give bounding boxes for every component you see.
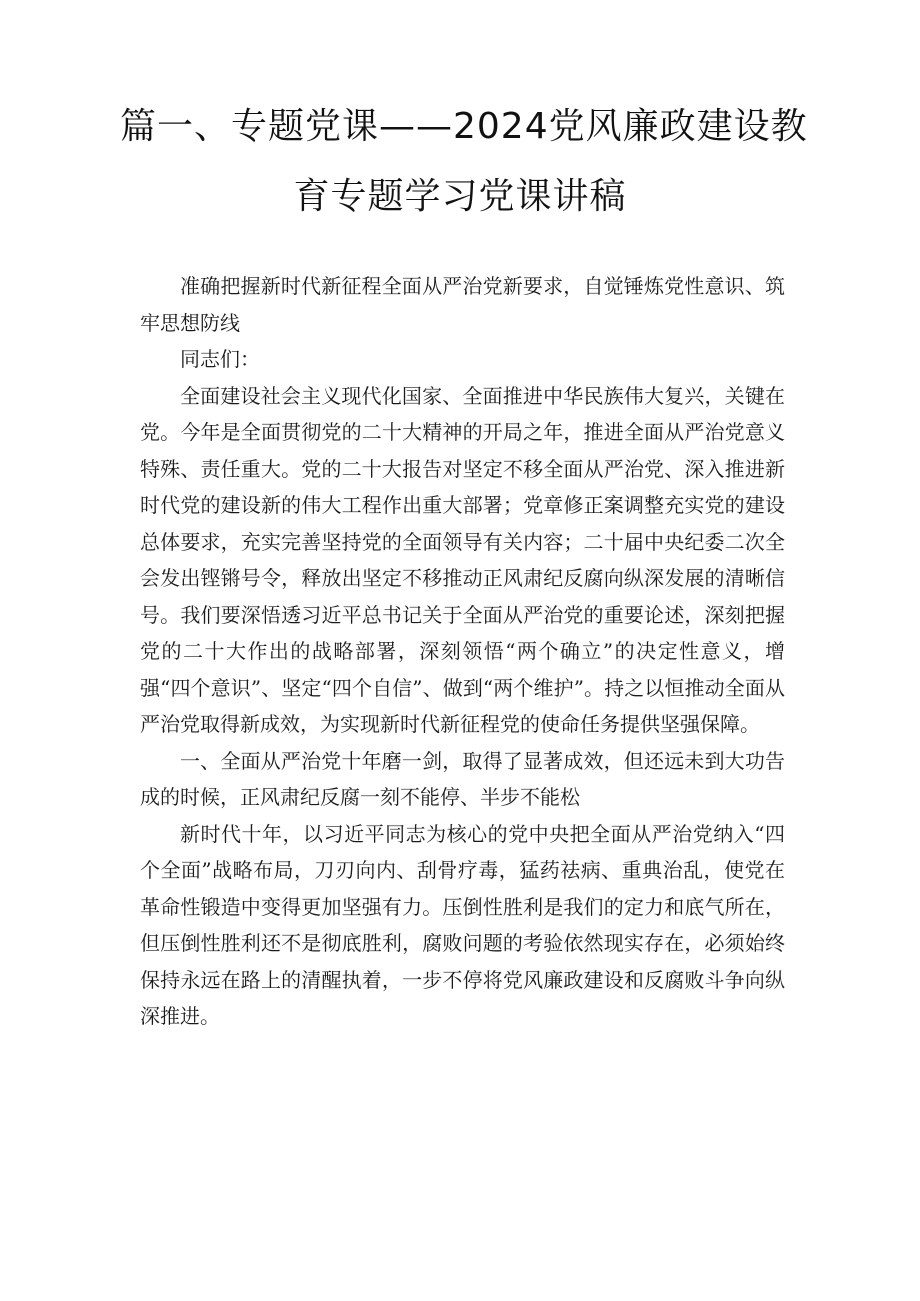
body-paragraph: 新时代十年，以习近平同志为核心的党中央把全面从严治党纳入“四个全面”战略布局，刀刃向内、刮骨疗毒，猛药祛病、重典治乱，使党在革命性锻造中变得更加坚强有力。压倒性胜利是我们的定力和底气所在，但压倒性胜利还不是彻底胜利，腐败问题的考验依然现实存在，必须始终保持永远在路上的清醒执着，一步不停将党风廉政建设和反腐败斗争向纵深推进。 [140,821,785,1028]
document-title-line-2: 育专题学习党课讲稿 [293,176,627,217]
section-heading-paragraph: 一、全面从严治党十年磨一剑，取得了显著成效，但还远未到大功告成的时候，正风肃纪反腐一刻不能停、半步不能松 [140,748,785,809]
document-title-line-1: 篇一、专题党课——2024党风廉政建设教 [120,106,808,147]
subtitle-paragraph: 准确把握新时代新征程全面从严治党新要求，自觉锤炼党性意识、筑牢思想防线 [140,274,785,335]
body-paragraph: 全面建设社会主义现代化国家、全面推进中华民族伟大复兴，关键在党。今年是全面贯彻党的二十大精神的开局之年，推进全面从严治党意义特殊、责任重大。党的二十大报告对坚定不移全面从严治党、深入推进新时代党的建设新的伟大工程作出重大部署；党章修正案调整充实党的建设总体要求，充实完善坚持党的全面领导有关内容；二十届中央纪委二次全会发出铿锵号令，释放出坚定不移推动正风肃纪反腐向纵深发展的清晰信号。我们要深悟透习近平总书记关于全面从严治党的重要论述，深刻把握党的二十大作出的战略部署，深刻领悟“两个确立”的决定性意义，增强“四个意识”、坚定“四个自信”、做到“两个维护”。持之以恒推动全面从严治党取得新成效，为实现新时代新征程党的使命任务提供坚强保障。 [140,383,785,736]
salutation-paragraph: 同志们： [180,347,260,371]
document-body [140,268,785,1035]
